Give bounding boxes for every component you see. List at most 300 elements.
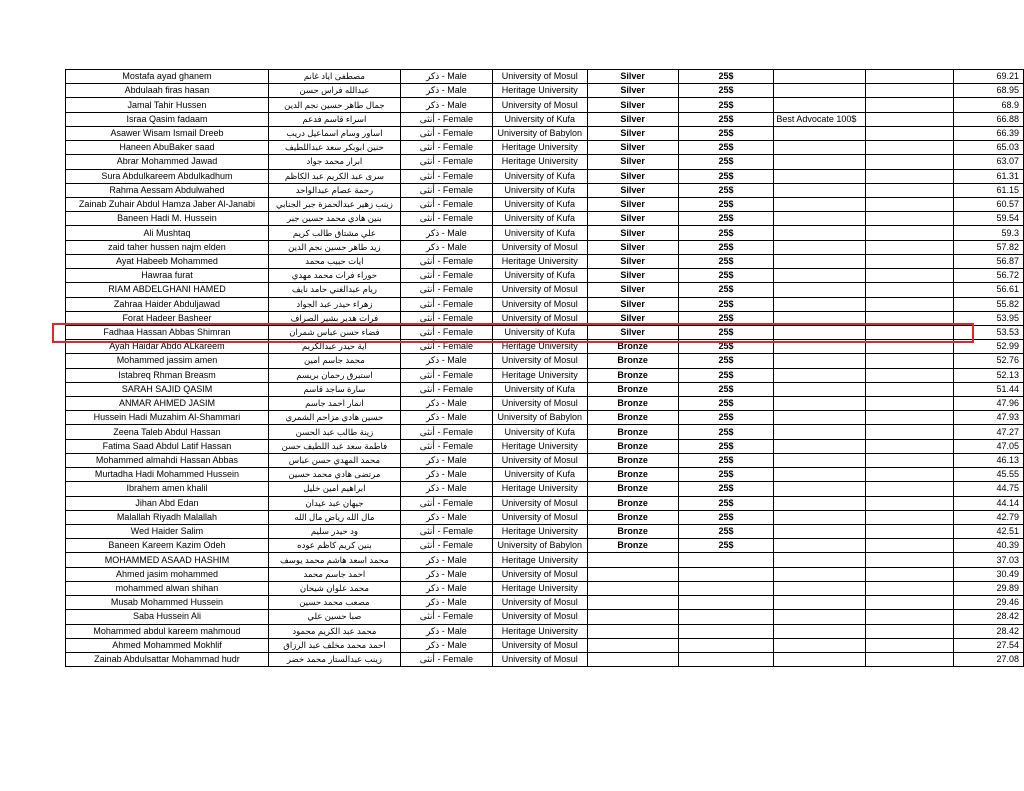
medal-cell <box>587 596 678 610</box>
gender-cell: أنثى - Female <box>400 368 492 382</box>
empty-cell <box>866 354 954 368</box>
table-row <box>66 468 1024 482</box>
prize-cell <box>678 638 774 652</box>
university-cell: University of Kufa <box>492 197 587 211</box>
score-cell: 68.9 <box>954 98 1024 112</box>
medal-cell: Bronze <box>587 496 678 510</box>
award-cell <box>774 453 866 467</box>
medal-cell: Silver <box>587 84 678 98</box>
participant-arabic-name: عبدالله فراس حسن <box>268 84 400 98</box>
prize-cell: 25$ <box>678 510 774 524</box>
award-cell <box>774 126 866 140</box>
university-cell: Heritage University <box>492 482 587 496</box>
gender-cell: ذكر - Male <box>400 567 492 581</box>
award-cell <box>774 496 866 510</box>
medal-cell: Silver <box>587 297 678 311</box>
participant-arabic-name: سارة ساجد قاسم <box>268 382 400 396</box>
prize-cell: 25$ <box>678 468 774 482</box>
participant-arabic-name: فرات هدير بشير الصراف <box>268 311 400 325</box>
medal-cell <box>587 581 678 595</box>
participant-name: RIAM ABDELGHANI HAMED <box>66 283 269 297</box>
participant-name: Ali Mushtaq <box>66 226 269 240</box>
score-cell: 57.82 <box>954 240 1024 254</box>
medal-cell <box>587 553 678 567</box>
prize-cell: 25$ <box>678 311 774 325</box>
prize-cell: 25$ <box>678 183 774 197</box>
participant-name: Abrar Mohammed Jawad <box>66 155 269 169</box>
table-row <box>66 183 1024 197</box>
score-cell: 44.75 <box>954 482 1024 496</box>
empty-cell <box>866 112 954 126</box>
score-cell: 42.79 <box>954 510 1024 524</box>
gender-cell: أنثى - Female <box>400 169 492 183</box>
university-cell: Heritage University <box>492 525 587 539</box>
score-cell: 56.61 <box>954 283 1024 297</box>
award-cell <box>774 98 866 112</box>
empty-cell <box>866 453 954 467</box>
participant-name: Musab Mohammed Hussein <box>66 596 269 610</box>
award-cell <box>774 269 866 283</box>
university-cell: University of Mosul <box>492 610 587 624</box>
score-cell: 46.13 <box>954 453 1024 467</box>
medal-cell: Silver <box>587 311 678 325</box>
medal-cell: Bronze <box>587 482 678 496</box>
university-cell: Heritage University <box>492 581 587 595</box>
medal-cell: Silver <box>587 169 678 183</box>
university-cell: University of Babylon <box>492 411 587 425</box>
empty-cell <box>866 553 954 567</box>
medal-cell: Silver <box>587 112 678 126</box>
table-row <box>66 496 1024 510</box>
medal-cell: Silver <box>587 141 678 155</box>
participant-name: Fatima Saad Abdul Latif Hassan <box>66 439 269 453</box>
university-cell: Heritage University <box>492 155 587 169</box>
table-row <box>66 581 1024 595</box>
table-row <box>66 510 1024 524</box>
award-cell <box>774 141 866 155</box>
award-cell <box>774 624 866 638</box>
gender-cell: أنثى - Female <box>400 141 492 155</box>
table-row <box>66 126 1024 140</box>
participant-name: Haneen AbuBaker saad <box>66 141 269 155</box>
participant-arabic-name: علي مشتاق طالب كريم <box>268 226 400 240</box>
score-cell: 59.54 <box>954 212 1024 226</box>
gender-cell: أنثى - Female <box>400 496 492 510</box>
empty-cell <box>866 283 954 297</box>
medal-cell: Silver <box>587 183 678 197</box>
prize-cell: 25$ <box>678 70 774 84</box>
university-cell: University of Kufa <box>492 382 587 396</box>
award-cell <box>774 596 866 610</box>
participant-name: Jihan Abd Edan <box>66 496 269 510</box>
gender-cell: أنثى - Female <box>400 311 492 325</box>
award-cell <box>774 183 866 197</box>
gender-cell: ذكر - Male <box>400 553 492 567</box>
award-cell <box>774 254 866 268</box>
university-cell: Heritage University <box>492 141 587 155</box>
score-cell: 40.39 <box>954 539 1024 553</box>
participant-arabic-name: محمد المهدي حسن عباس <box>268 453 400 467</box>
prize-cell: 25$ <box>678 283 774 297</box>
score-cell: 28.42 <box>954 624 1024 638</box>
score-cell: 61.31 <box>954 169 1024 183</box>
participant-arabic-name: زهراء حيدر عبد الجواد <box>268 297 400 311</box>
score-cell: 53.53 <box>954 325 1024 339</box>
score-cell: 52.76 <box>954 354 1024 368</box>
prize-cell: 25$ <box>678 112 774 126</box>
university-cell: University of Mosul <box>492 638 587 652</box>
medal-cell: Silver <box>587 126 678 140</box>
empty-cell <box>866 240 954 254</box>
participant-name: Baneen Kareem Kazim Odeh <box>66 539 269 553</box>
gender-cell: أنثى - Female <box>400 112 492 126</box>
participant-arabic-name: مال الله رياض مال الله <box>268 510 400 524</box>
medal-cell <box>587 567 678 581</box>
medal-cell: Silver <box>587 240 678 254</box>
medal-cell: Bronze <box>587 525 678 539</box>
table-row <box>66 596 1024 610</box>
participant-arabic-name: زيد طاهر حسين نجم الدين <box>268 240 400 254</box>
table-row <box>66 553 1024 567</box>
award-cell <box>774 240 866 254</box>
university-cell: University of Kufa <box>492 183 587 197</box>
prize-cell: 25$ <box>678 197 774 211</box>
empty-cell <box>866 638 954 652</box>
award-cell <box>774 297 866 311</box>
score-cell: 37.03 <box>954 553 1024 567</box>
university-cell: University of Kufa <box>492 212 587 226</box>
table-row <box>66 539 1024 553</box>
score-cell: 66.39 <box>954 126 1024 140</box>
participant-arabic-name: زينة طالب عبد الحسن <box>268 425 400 439</box>
table-row <box>66 411 1024 425</box>
gender-cell: أنثى - Female <box>400 197 492 211</box>
award-cell <box>774 368 866 382</box>
prize-cell: 25$ <box>678 525 774 539</box>
participant-name: Mohammed almahdi Hassan Abbas <box>66 453 269 467</box>
gender-cell: ذكر - Male <box>400 411 492 425</box>
award-cell <box>774 84 866 98</box>
gender-cell: أنثى - Female <box>400 183 492 197</box>
participant-name: Ayat Habeeb Mohammed <box>66 254 269 268</box>
gender-cell: أنثى - Female <box>400 254 492 268</box>
participant-name: Zeena Taleb Abdul Hassan <box>66 425 269 439</box>
empty-cell <box>866 596 954 610</box>
gender-cell: أنثى - Female <box>400 382 492 396</box>
empty-cell <box>866 368 954 382</box>
medal-cell: Bronze <box>587 453 678 467</box>
university-cell: University of Mosul <box>492 567 587 581</box>
empty-cell <box>866 439 954 453</box>
prize-cell: 25$ <box>678 141 774 155</box>
participant-arabic-name: آية حيدر عبدالكريم <box>268 340 400 354</box>
medal-cell: Bronze <box>587 354 678 368</box>
table-row <box>66 425 1024 439</box>
participant-name: Asawer Wisam Ismail Dreeb <box>66 126 269 140</box>
table-row <box>66 155 1024 169</box>
participant-arabic-name: اسراء قاسم فدعم <box>268 112 400 126</box>
score-cell: 29.46 <box>954 596 1024 610</box>
table-row <box>66 297 1024 311</box>
empty-cell <box>866 425 954 439</box>
table-row <box>66 567 1024 581</box>
award-cell <box>774 510 866 524</box>
university-cell: University of Kufa <box>492 112 587 126</box>
table-row <box>66 141 1024 155</box>
medal-cell: Bronze <box>587 382 678 396</box>
participant-arabic-name: ابراهيم امين خليل <box>268 482 400 496</box>
award-cell <box>774 397 866 411</box>
participant-name: Ibrahem amen khalil <box>66 482 269 496</box>
empty-cell <box>866 652 954 666</box>
participant-name: Sura Abdulkareem Abdulkadhum <box>66 169 269 183</box>
medal-cell: Silver <box>587 212 678 226</box>
participant-name: Israa Qasim fadaam <box>66 112 269 126</box>
gender-cell: أنثى - Female <box>400 325 492 339</box>
table-row <box>66 240 1024 254</box>
empty-cell <box>866 169 954 183</box>
table-row <box>66 226 1024 240</box>
participant-name: Ahmed jasim mohammed <box>66 567 269 581</box>
award-cell <box>774 581 866 595</box>
empty-cell <box>866 70 954 84</box>
table-row <box>66 325 1024 339</box>
medal-cell: Bronze <box>587 539 678 553</box>
university-cell: Heritage University <box>492 439 587 453</box>
score-cell: 28.42 <box>954 610 1024 624</box>
award-cell <box>774 340 866 354</box>
prize-cell: 25$ <box>678 240 774 254</box>
prize-cell: 25$ <box>678 325 774 339</box>
table-row <box>66 340 1024 354</box>
gender-cell: أنثى - Female <box>400 126 492 140</box>
prize-cell: 25$ <box>678 368 774 382</box>
score-cell: 69.21 <box>954 70 1024 84</box>
university-cell: Heritage University <box>492 254 587 268</box>
medal-cell: Bronze <box>587 411 678 425</box>
university-cell: University of Mosul <box>492 283 587 297</box>
score-cell: 52.99 <box>954 340 1024 354</box>
gender-cell: ذكر - Male <box>400 397 492 411</box>
table-row <box>66 197 1024 211</box>
table-row <box>66 382 1024 396</box>
participant-name: Istabreq Rhman Breasm <box>66 368 269 382</box>
university-cell: Heritage University <box>492 624 587 638</box>
score-cell: 60.57 <box>954 197 1024 211</box>
participant-name: mohammed alwan shihan <box>66 581 269 595</box>
gender-cell: أنثى - Female <box>400 269 492 283</box>
award-cell <box>774 382 866 396</box>
results-table <box>65 69 1024 667</box>
score-cell: 47.96 <box>954 397 1024 411</box>
participant-name: Saba Hussein Ali <box>66 610 269 624</box>
participant-arabic-name: محمد عبد الكريم محمود <box>268 624 400 638</box>
participant-arabic-name: فاطمة سعد عبد اللطيف حسن <box>268 439 400 453</box>
prize-cell: 25$ <box>678 340 774 354</box>
participant-name: Malallah Riyadh Malallah <box>66 510 269 524</box>
table-row <box>66 169 1024 183</box>
prize-cell: 25$ <box>678 439 774 453</box>
empty-cell <box>866 525 954 539</box>
prize-cell: 25$ <box>678 382 774 396</box>
table-row <box>66 652 1024 666</box>
medal-cell: Silver <box>587 325 678 339</box>
participant-name: MOHAMMED ASAAD HASHIM <box>66 553 269 567</box>
university-cell: University of Mosul <box>492 510 587 524</box>
prize-cell: 25$ <box>678 354 774 368</box>
gender-cell: ذكر - Male <box>400 453 492 467</box>
prize-cell: 25$ <box>678 269 774 283</box>
medal-cell <box>587 638 678 652</box>
university-cell: University of Mosul <box>492 652 587 666</box>
score-cell: 27.54 <box>954 638 1024 652</box>
gender-cell: أنثى - Female <box>400 539 492 553</box>
participant-name: Zainab Zuhair Abdul Hamza Jaber Al-Janabi <box>66 197 269 211</box>
prize-cell: 25$ <box>678 212 774 226</box>
medal-cell: Silver <box>587 269 678 283</box>
university-cell: University of Kufa <box>492 468 587 482</box>
participant-name: Wed Haider Salim <box>66 525 269 539</box>
score-cell: 68.95 <box>954 84 1024 98</box>
award-cell <box>774 567 866 581</box>
gender-cell: ذكر - Male <box>400 226 492 240</box>
gender-cell: أنثى - Female <box>400 425 492 439</box>
participant-arabic-name: محمد اسعد هاشم محمد يوسف <box>268 553 400 567</box>
university-cell: University of Mosul <box>492 311 587 325</box>
table-row <box>66 112 1024 126</box>
empty-cell <box>866 610 954 624</box>
participant-arabic-name: مصعب محمد حسين <box>268 596 400 610</box>
prize-cell: 25$ <box>678 539 774 553</box>
participant-arabic-name: احمد جاسم محمد <box>268 567 400 581</box>
participant-name: Hawraa furat <box>66 269 269 283</box>
score-cell: 56.87 <box>954 254 1024 268</box>
participant-arabic-name: اساور وسام اسماعيل دريب <box>268 126 400 140</box>
participant-arabic-name: محمد جاسم امين <box>268 354 400 368</box>
table-row <box>66 212 1024 226</box>
university-cell: University of Mosul <box>492 596 587 610</box>
empty-cell <box>866 325 954 339</box>
medal-cell: Bronze <box>587 510 678 524</box>
participant-arabic-name: حسين هادي مزاحم الشمري <box>268 411 400 425</box>
medal-cell: Silver <box>587 226 678 240</box>
score-cell: 55.82 <box>954 297 1024 311</box>
participant-name: Ahmed Mohammed Mokhlif <box>66 638 269 652</box>
table-row <box>66 453 1024 467</box>
participant-arabic-name: رحمة عصام عبدالواحد <box>268 183 400 197</box>
participant-name: Ayah Haidar Abdo ALkareem <box>66 340 269 354</box>
participant-arabic-name: فضاء حسن عباس شمران <box>268 325 400 339</box>
prize-cell: 25$ <box>678 98 774 112</box>
participant-name: Fadhaa Hassan Abbas Shimran <box>66 325 269 339</box>
award-cell <box>774 638 866 652</box>
participant-arabic-name: جمال طاهر حسين نجم الدين <box>268 98 400 112</box>
prize-cell <box>678 652 774 666</box>
prize-cell <box>678 567 774 581</box>
participant-name: Forat Hadeer Basheer <box>66 311 269 325</box>
medal-cell: Bronze <box>587 425 678 439</box>
gender-cell: ذكر - Male <box>400 84 492 98</box>
medal-cell: Silver <box>587 70 678 84</box>
gender-cell: ذكر - Male <box>400 468 492 482</box>
award-cell <box>774 468 866 482</box>
award-cell <box>774 439 866 453</box>
prize-cell: 25$ <box>678 425 774 439</box>
empty-cell <box>866 567 954 581</box>
prize-cell: 25$ <box>678 169 774 183</box>
empty-cell <box>866 226 954 240</box>
participant-name: Jamal Tahir Hussen <box>66 98 269 112</box>
award-cell <box>774 212 866 226</box>
prize-cell <box>678 553 774 567</box>
empty-cell <box>866 411 954 425</box>
participant-name: Zainab Abdulsattar Mohammad hudr <box>66 652 269 666</box>
gender-cell: أنثى - Female <box>400 652 492 666</box>
university-cell: University of Kufa <box>492 325 587 339</box>
university-cell: University of Mosul <box>492 453 587 467</box>
prize-cell: 25$ <box>678 482 774 496</box>
participant-name: Mohammed jassim amen <box>66 354 269 368</box>
award-cell <box>774 155 866 169</box>
score-cell: 27.08 <box>954 652 1024 666</box>
prize-cell: 25$ <box>678 126 774 140</box>
award-cell <box>774 70 866 84</box>
participant-name: SARAH SAJID QASIM <box>66 382 269 396</box>
award-cell <box>774 354 866 368</box>
score-cell: 65.03 <box>954 141 1024 155</box>
table-row <box>66 610 1024 624</box>
score-cell: 29.89 <box>954 581 1024 595</box>
participant-arabic-name: ريام عبدالغني حامد نايف <box>268 283 400 297</box>
participant-arabic-name: زينب عبدالستار محمد خضر <box>268 652 400 666</box>
table-row <box>66 354 1024 368</box>
participant-arabic-name: ابرار محمد جواد <box>268 155 400 169</box>
medal-cell <box>587 610 678 624</box>
table-row <box>66 624 1024 638</box>
award-cell <box>774 425 866 439</box>
score-cell: 56.72 <box>954 269 1024 283</box>
participant-arabic-name: احمد محمد مخلف عبد الرزاق <box>268 638 400 652</box>
prize-cell <box>678 581 774 595</box>
medal-cell: Silver <box>587 197 678 211</box>
university-cell: University of Kufa <box>492 226 587 240</box>
medal-cell: Silver <box>587 155 678 169</box>
empty-cell <box>866 340 954 354</box>
participant-arabic-name: انمار احمد جاسم <box>268 397 400 411</box>
university-cell: University of Mosul <box>492 240 587 254</box>
participant-arabic-name: حنين ابوبكر سعد عبداللطيف <box>268 141 400 155</box>
prize-cell: 25$ <box>678 397 774 411</box>
participant-arabic-name: استبرق رحمان بريسم <box>268 368 400 382</box>
participant-name: Mostafa ayad ghanem <box>66 70 269 84</box>
score-cell: 42.51 <box>954 525 1024 539</box>
award-cell <box>774 325 866 339</box>
table-row <box>66 311 1024 325</box>
prize-cell: 25$ <box>678 226 774 240</box>
empty-cell <box>866 510 954 524</box>
award-cell <box>774 411 866 425</box>
participant-arabic-name: سرى عبد الكريم عبد الكاظم <box>268 169 400 183</box>
table-row <box>66 269 1024 283</box>
medal-cell <box>587 652 678 666</box>
prize-cell <box>678 624 774 638</box>
university-cell: University of Mosul <box>492 354 587 368</box>
participant-arabic-name: مرتضى هادي محمد حسين <box>268 468 400 482</box>
score-cell: 47.05 <box>954 439 1024 453</box>
prize-cell <box>678 596 774 610</box>
empty-cell <box>866 581 954 595</box>
participant-name: Baneen Hadi M. Hussein <box>66 212 269 226</box>
